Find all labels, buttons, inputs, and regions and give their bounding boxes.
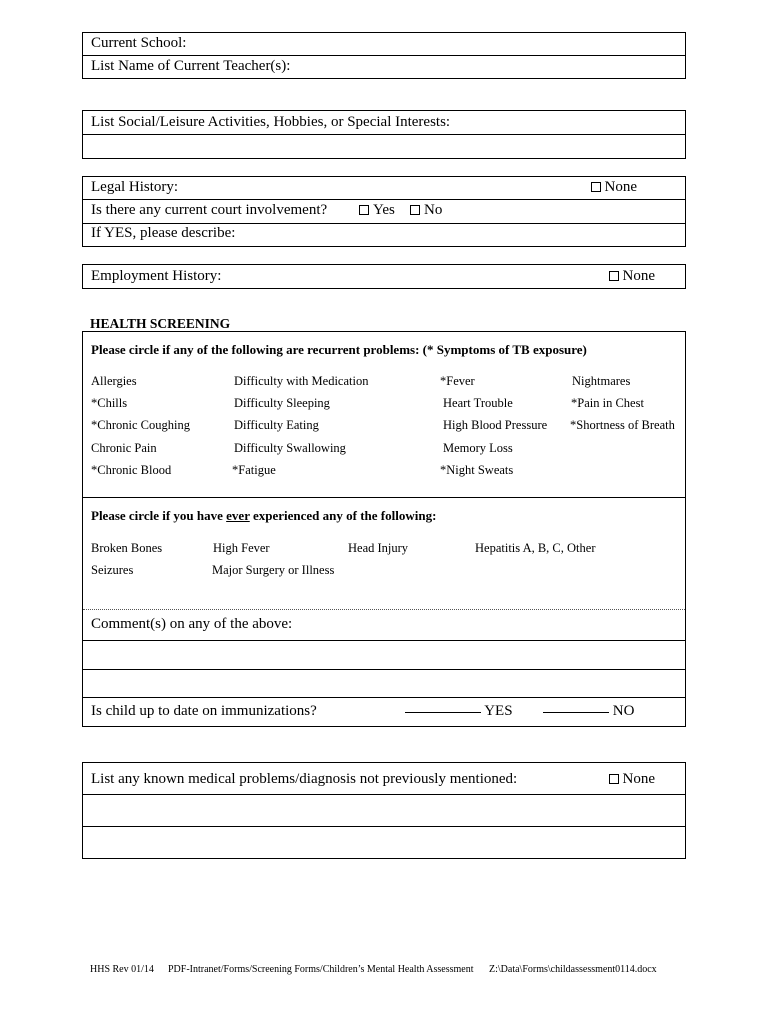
symptom-item[interactable]: High Blood Pressure bbox=[443, 418, 548, 432]
ever-experienced-block bbox=[83, 498, 685, 610]
current-teachers-label: List Name of Current Teacher(s): bbox=[91, 58, 291, 74]
current-school-label: Current School: bbox=[91, 35, 187, 51]
legal-none-label: None bbox=[604, 179, 637, 195]
medical-none-label: None bbox=[622, 771, 655, 787]
immunization-no-blank[interactable] bbox=[543, 712, 609, 713]
current-school-row[interactable] bbox=[83, 33, 685, 56]
footer-revision: HHS Rev 01/14 bbox=[90, 964, 154, 975]
employment-label: Employment History: bbox=[91, 268, 222, 284]
health-screening-heading: HEALTH SCREENING bbox=[90, 316, 231, 331]
history-item[interactable]: Broken Bones bbox=[91, 541, 163, 555]
court-question-label: Is there any current court involvement? bbox=[91, 202, 328, 218]
footer-file: Z:\Data\Forms\childassessment0114.docx bbox=[489, 964, 657, 975]
symptom-item[interactable]: *Chronic Coughing bbox=[91, 418, 190, 432]
health-screening-section bbox=[82, 331, 686, 727]
symptom-item[interactable]: *Chronic Blood bbox=[91, 463, 172, 477]
history-item[interactable]: High Fever bbox=[213, 541, 270, 555]
medical-problems-field-1[interactable] bbox=[83, 795, 685, 827]
court-no-checkbox[interactable] bbox=[410, 205, 420, 215]
legal-section bbox=[82, 176, 686, 247]
employment-none-label: None bbox=[622, 268, 655, 284]
medical-problems-field-2[interactable] bbox=[83, 827, 685, 858]
current-teachers-row[interactable] bbox=[83, 56, 685, 78]
immunization-yes-option[interactable] bbox=[405, 703, 513, 720]
comments-field-1[interactable] bbox=[83, 641, 685, 670]
court-yes-checkbox[interactable] bbox=[359, 205, 369, 215]
recurrent-prompt: Please circle if any of the following are recurrent problems: (* Symptoms of TB exposure) bbox=[91, 342, 587, 357]
immunization-row bbox=[83, 698, 685, 726]
legal-none-option[interactable] bbox=[591, 179, 638, 196]
symptom-item[interactable]: *Chills bbox=[91, 396, 128, 410]
medical-problems-label-row bbox=[83, 763, 685, 795]
legal-history-row[interactable] bbox=[83, 177, 685, 200]
medical-problems-label: List any known medical problems/diagnosis not previously mentioned: bbox=[91, 771, 518, 787]
immunization-no-label: NO bbox=[612, 703, 635, 719]
court-involvement-row bbox=[83, 200, 685, 224]
symptom-item[interactable]: *Shortness of Breath bbox=[570, 418, 675, 432]
history-item[interactable]: Head Injury bbox=[348, 541, 409, 555]
history-item[interactable]: Major Surgery or Illness bbox=[212, 563, 335, 577]
immunization-label: Is child up to date on immunizations? bbox=[91, 703, 317, 719]
ever-prompt-emphasis: ever bbox=[226, 508, 250, 523]
immunization-no-option[interactable] bbox=[543, 703, 634, 720]
court-yes-label: Yes bbox=[373, 202, 395, 218]
ever-prompt-start: Please circle if you have bbox=[91, 508, 227, 523]
symptom-item[interactable]: Difficulty with Medication bbox=[234, 374, 369, 388]
activities-label: List Social/Leisure Activities, Hobbies, or Special Interests: bbox=[91, 114, 451, 130]
court-yes-option[interactable] bbox=[359, 202, 395, 219]
history-item[interactable]: Seizures bbox=[91, 563, 134, 577]
employment-section[interactable] bbox=[82, 264, 686, 289]
school-section bbox=[82, 32, 686, 79]
activities-answer-field[interactable] bbox=[83, 135, 685, 158]
symptom-item[interactable]: Allergies bbox=[91, 374, 137, 388]
medical-none-checkbox[interactable] bbox=[609, 774, 619, 784]
symptom-item[interactable]: Nightmares bbox=[572, 374, 631, 388]
medical-problems-section bbox=[82, 762, 686, 859]
immunization-yes-blank[interactable] bbox=[405, 712, 481, 713]
recurrent-problems-block bbox=[83, 332, 685, 498]
history-item[interactable]: Hepatitis A, B, C, Other bbox=[475, 541, 596, 555]
immunization-yes-label: YES bbox=[484, 703, 513, 719]
legal-history-label: Legal History: bbox=[91, 179, 179, 195]
activities-label-row bbox=[83, 111, 685, 135]
comments-label: Comment(s) on any of the above: bbox=[91, 616, 293, 632]
symptom-item[interactable]: *Pain in Chest bbox=[571, 396, 644, 410]
comments-row[interactable] bbox=[83, 610, 685, 641]
symptom-item[interactable]: Heart Trouble bbox=[443, 396, 513, 410]
comments-field-2[interactable] bbox=[83, 670, 685, 698]
court-no-label: No bbox=[424, 202, 443, 218]
symptom-item[interactable]: Difficulty Eating bbox=[234, 418, 319, 432]
symptom-item[interactable]: Chronic Pain bbox=[91, 441, 157, 455]
symptom-item[interactable]: *Night Sweats bbox=[440, 463, 514, 477]
symptom-item[interactable]: Difficulty Swallowing bbox=[234, 441, 346, 455]
ever-prompt-end: experienced any of the following: bbox=[249, 508, 437, 523]
employment-none-option[interactable] bbox=[609, 268, 656, 285]
symptom-item[interactable]: *Fever bbox=[440, 374, 475, 388]
legal-describe-row[interactable] bbox=[83, 224, 685, 246]
symptom-item[interactable]: Difficulty Sleeping bbox=[234, 396, 330, 410]
employment-none-checkbox[interactable] bbox=[609, 271, 619, 281]
court-no-option[interactable] bbox=[410, 202, 442, 219]
legal-none-checkbox[interactable] bbox=[591, 182, 601, 192]
legal-describe-label: If YES, please describe: bbox=[91, 225, 236, 241]
activities-section bbox=[82, 110, 686, 159]
ever-prompt bbox=[91, 508, 436, 524]
footer-path: PDF-Intranet/Forms/Screening Forms/Children’s Mental Health Assessment bbox=[168, 964, 474, 975]
symptom-item[interactable]: *Fatigue bbox=[232, 463, 276, 477]
medical-none-option[interactable] bbox=[609, 771, 656, 788]
symptom-item[interactable]: Memory Loss bbox=[443, 441, 513, 455]
